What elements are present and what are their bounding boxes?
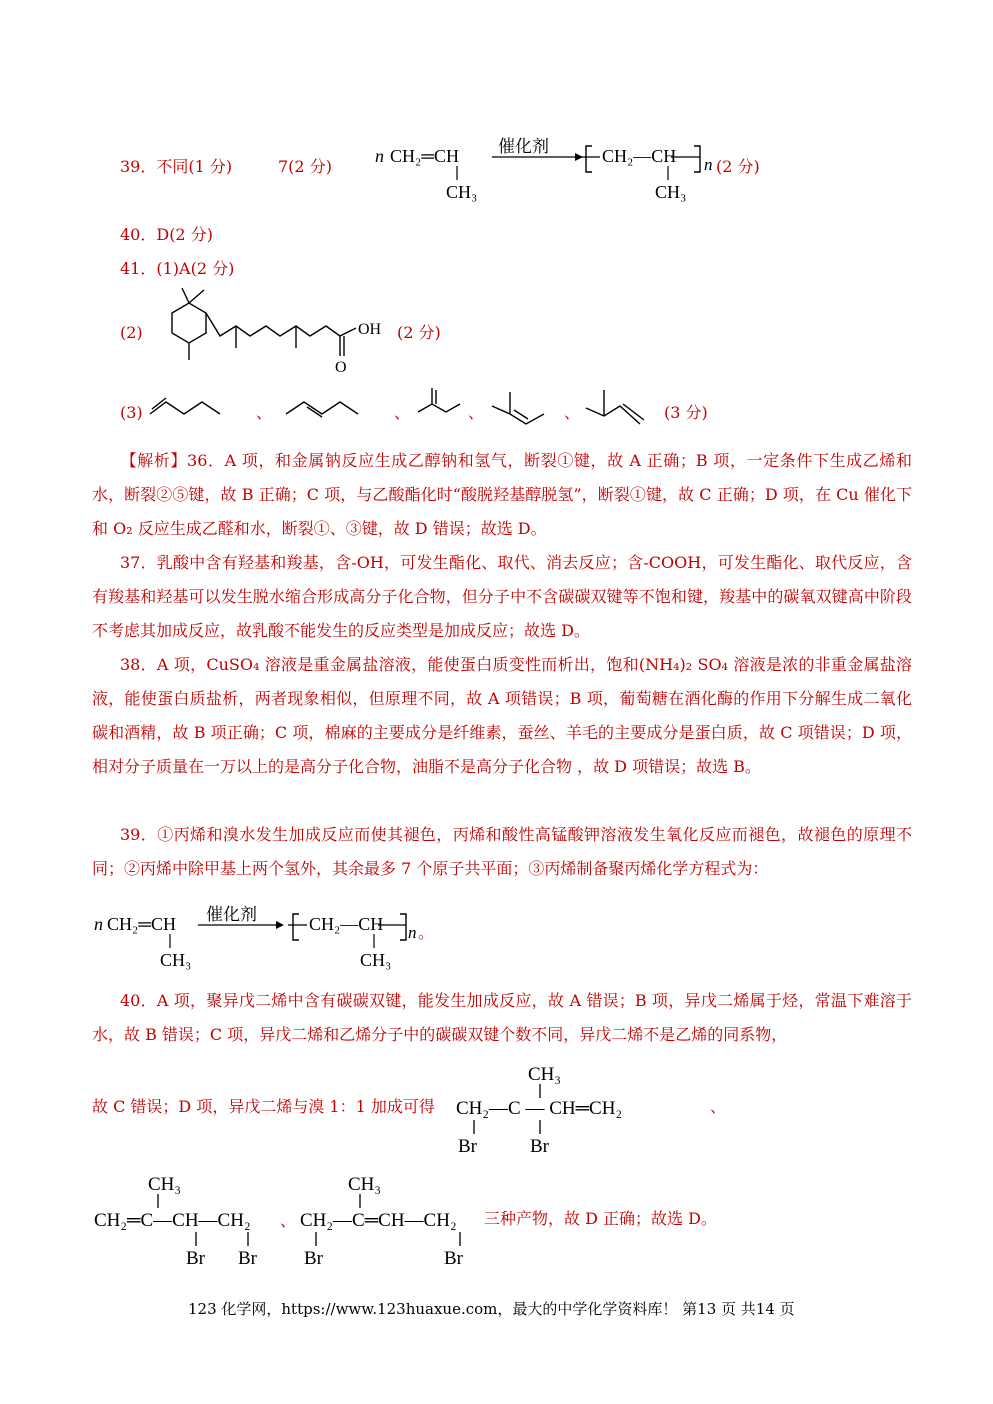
analysis-37: 37．乳酸中含有羟基和羧基，含-OH，可发生酯化、取代、消去反应；含-COOH，可发生酯化、取代反应，含有羧基和羟基可以发生脱水缩合形成高分子化合物，但分子中不含碳碳双键等不饱和键，羧基中的碳氧双键高中阶段不考虑其加成反应，故乳酸不能发生的反应类型是加成反应；故选 D。 — [92, 553, 912, 640]
prod2-main: CH₂═C—CH—CH₂ — [94, 1210, 251, 1231]
analysis-40: 40．A 项，聚异戊二烯中含有碳碳双键，能发生加成反应，故 A 错误；B 项，异戊二烯属于烃，常温下难溶于水，故 B 错误；C 项，异戊二烯和乙烯分子中的碳碳双键个数不同，异戊二烯不是乙烯的同系物， — [92, 991, 912, 1044]
product-1-structure — [452, 1056, 732, 1160]
prod3-main: CH₂—C═CH—CH₂ — [300, 1210, 457, 1231]
q41-3-score: (3 分) — [664, 403, 708, 422]
analysis-40-end: 三种产物，故 D 正确；故选 D。 — [484, 1209, 717, 1228]
q39-score-7: 7(2 分) — [278, 157, 332, 176]
prod3-ch3: CH₃ — [348, 1174, 382, 1195]
oh-label: OH — [358, 321, 382, 338]
eq-n: n — [375, 146, 384, 166]
analysis-39: 39．①丙烯和溴水发生加成反应而使其褪色，丙烯和酸性高锰酸钾溶液发生氧化反应而褪色，故褪色的原理不同；②丙烯中除甲基上两个氢外，其余最多 7 个原子共平面；③丙烯制备聚丙烯化学方程式为： — [92, 825, 912, 878]
eq2-right-n: n — [408, 923, 417, 942]
sep-4: 、 — [564, 405, 581, 422]
analysis-40-cont: 故 C 错误；D 项，异戊二烯与溴 1：1 加成可得 — [92, 1097, 435, 1116]
sep-2: 、 — [394, 405, 411, 422]
prod1-main: CH₂—C — CH═CH₂ — [456, 1098, 623, 1119]
eq2-n: n — [94, 914, 103, 934]
sep-3: 、 — [468, 405, 485, 422]
prod1-br2: Br — [530, 1136, 549, 1157]
eq-left-top: CH₂═CH — [390, 146, 460, 166]
prod2-br2: Br — [238, 1248, 257, 1268]
eq-right-top: CH₂—CH — [602, 146, 677, 166]
q39-polymerization-equation — [370, 132, 770, 212]
sep-1: 、 — [256, 405, 273, 422]
eq2-right-sub: CH₃ — [360, 950, 392, 970]
prod3-br1: Br — [304, 1248, 323, 1268]
q39-eq-score: (2 分) — [716, 157, 760, 176]
q41-3-label: (3) — [120, 403, 143, 422]
prod2-br1: Br — [186, 1248, 205, 1268]
analysis-36: 【解析】36．A 项，和金属钠反应生成乙醇钠和氢气，断裂①键，故 A 正确；B 项，一定条件下生成乙烯和水，断裂②⑤键，故 B 正确；C 项，与乙酸酯化时“酸脱羟基醇脱氢”，断裂①键，故 C 正确；D 项，在 Cu 催化下和 O₂ 反应生成乙醛和水，断裂①、③键，故 D 错误；故选 D。 — [92, 451, 912, 538]
o-label: O — [335, 359, 347, 376]
product-2-structure — [92, 1164, 488, 1268]
q39-answer: 39．不同(1 分) — [120, 157, 233, 176]
eq-right-sub: CH₃ — [655, 182, 687, 202]
analysis-40-sep-1: 、 — [710, 1097, 727, 1116]
sep-prod: 、 — [280, 1213, 297, 1230]
prod3-br2: Br — [444, 1248, 463, 1268]
catalyst-label-2: 催化剂 — [206, 905, 257, 924]
eq2-left-top: CH₂═CH — [107, 914, 177, 934]
q40-answer: 40．D(2 分) — [120, 225, 213, 244]
eq2-end: 。 — [418, 925, 435, 942]
q41-3-isomer-structures — [146, 384, 666, 438]
q41-2-structure — [142, 286, 402, 381]
q41-2-label: (2) — [120, 323, 143, 342]
q41-2-score: (2 分) — [397, 323, 441, 342]
q41-1-answer: 41．(1)A(2 分) — [120, 259, 235, 278]
eq-right-n: n — [704, 155, 713, 174]
eq2-left-sub: CH₃ — [160, 950, 192, 970]
analysis-38: 38．A 项，CuSO₄ 溶液是重金属盐溶液，能使蛋白质变性而析出，饱和(NH₄)₂ SO₄ 溶液是浓的非重金属盐溶液，能使蛋白质盐析，两者现象相似，但原理不同，故 A 项错误；B 项，葡萄糖在酒化酶的作用下分解生成二氧化碳和酒精，故 B 项正确；C 项，棉麻的主要成分是纤维素，蚕丝、羊毛的主要成分是蛋白质，故 C 项错误；D 项，相对分子质量在一万以上的是高分子化合物，油脂不是高分子化合物 ，故 D 项错误；故选 B。 — [92, 655, 912, 776]
analysis-39-equation — [92, 896, 452, 976]
eq2-right-top: CH₂—CH — [309, 914, 384, 934]
prod1-ch3: CH₃ — [528, 1064, 562, 1085]
prod2-ch3: CH₃ — [148, 1174, 182, 1195]
eq-left-sub: CH₃ — [446, 182, 478, 202]
catalyst-label: 催化剂 — [498, 137, 549, 156]
prod1-br1: Br — [458, 1136, 477, 1157]
page-footer: 123 化学网，https://www.123huaxue.com，最大的中学化学资料库！ 第13 页 共14 页 — [188, 1300, 795, 1318]
